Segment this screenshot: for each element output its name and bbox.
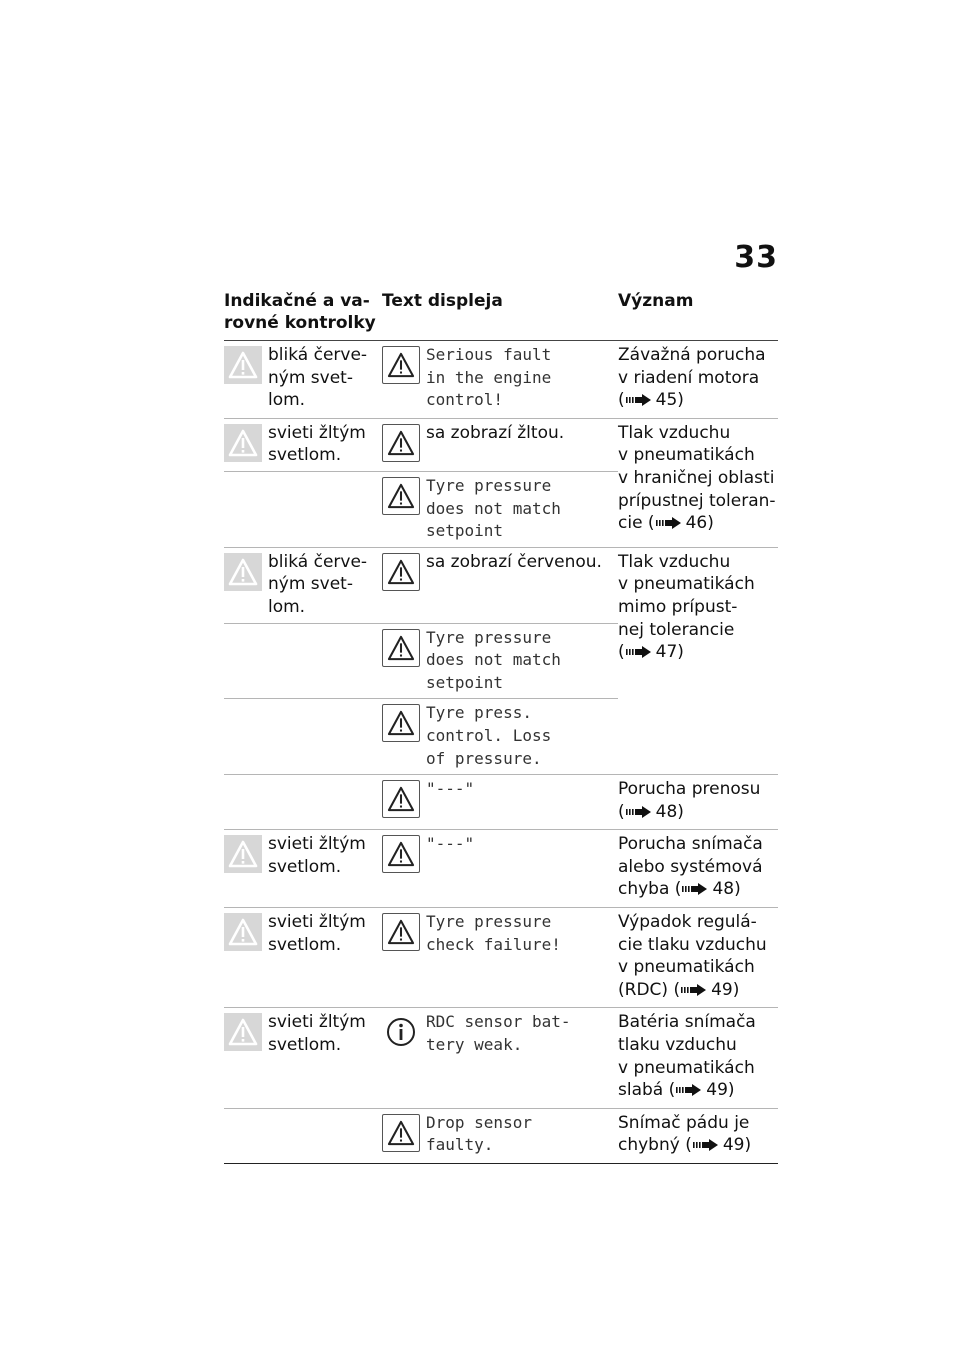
display-text: Tyre pressure does not match setpoint	[426, 627, 561, 692]
table-row	[224, 1108, 778, 1163]
meaning-cell	[618, 830, 778, 908]
meaning-text: Závažná porucha v riadení motora (	[618, 345, 766, 411]
indicator-cell	[224, 547, 382, 623]
indicator-cell	[224, 699, 382, 775]
info-icon	[382, 1013, 420, 1051]
indicator-cell	[224, 775, 382, 830]
display-text: "---"	[426, 779, 475, 799]
display-cell	[382, 471, 618, 547]
display-cell	[382, 1108, 618, 1163]
indicator-text: svieti žltým svetlom.	[268, 834, 366, 877]
indicator-cell	[224, 418, 382, 471]
page-reference: 48)	[655, 801, 684, 822]
page-reference: 45)	[655, 390, 684, 411]
indicator-table	[224, 288, 778, 1164]
warning-triangle-icon	[382, 629, 420, 667]
warning-triangle-icon	[382, 1114, 420, 1152]
table-row	[224, 830, 778, 908]
meaning-cell	[618, 341, 778, 419]
display-text: Drop sensor faulty.	[426, 1112, 532, 1155]
header-indicators: Indikačné a va- rovné kontrolky	[224, 288, 382, 341]
page-reference: 47)	[655, 642, 684, 663]
page-number: 33	[734, 240, 778, 275]
display-cell	[382, 830, 618, 908]
warning-triangle-icon	[382, 424, 420, 462]
display-cell	[382, 547, 618, 623]
display-cell	[382, 775, 618, 830]
meaning-text: Tlak vzduchu v pneumatikách v hraničnej oblasti prípustnej toleran- cie (	[618, 422, 776, 534]
header-meaning: Význam	[618, 288, 778, 341]
meaning-text: Snímač pádu je chybný (	[618, 1112, 750, 1156]
warning-triangle-icon	[382, 780, 420, 818]
page-reference-arrow-icon	[693, 1136, 719, 1159]
indicator-cell	[224, 1008, 382, 1108]
page-reference: 49)	[711, 979, 740, 1000]
indicator-cell	[224, 830, 382, 908]
table-row	[224, 775, 778, 830]
meaning-cell	[618, 1108, 778, 1163]
display-text: "---"	[426, 834, 475, 854]
table-row	[224, 547, 778, 623]
page-reference-arrow-icon	[626, 391, 652, 414]
warning-triangle-icon	[382, 477, 420, 515]
table-row	[224, 341, 778, 419]
warning-triangle-icon	[224, 424, 262, 462]
warning-triangle-icon	[224, 1013, 262, 1051]
table-header-row	[224, 288, 778, 341]
display-text: Serious fault in the engine control!	[426, 345, 552, 410]
indicator-text: svieti žltým svetlom.	[268, 1012, 366, 1056]
warning-triangle-icon	[382, 346, 420, 384]
display-cell	[382, 908, 618, 1008]
display-cell	[382, 699, 618, 775]
meaning-cell	[618, 908, 778, 1008]
display-text: Tyre pressure does not match setpoint	[426, 475, 561, 541]
page-reference-arrow-icon	[626, 803, 652, 826]
table-row	[224, 418, 778, 471]
display-text: RDC sensor bat- tery weak.	[426, 1012, 571, 1055]
page-reference-arrow-icon	[682, 880, 708, 903]
warning-triangle-icon	[382, 704, 420, 742]
display-text: Tyre pressure check failure!	[426, 912, 561, 954]
display-cell	[382, 418, 618, 471]
indicator-cell	[224, 1108, 382, 1163]
indicator-text: svieti žltým svetlom.	[268, 912, 366, 955]
warning-triangle-icon	[224, 835, 262, 873]
warning-triangle-icon	[224, 553, 262, 591]
meaning-cell	[618, 775, 778, 830]
page-reference-arrow-icon	[656, 514, 682, 537]
warning-triangle-icon	[382, 553, 420, 591]
display-cell	[382, 341, 618, 419]
meaning-text: Porucha snímača alebo systémová chyba (	[618, 834, 763, 900]
warning-triangle-icon	[382, 835, 420, 873]
meaning-cell	[618, 1008, 778, 1108]
display-text: sa zobrazí červenou.	[426, 551, 602, 572]
header-display-text: Text displeja	[382, 288, 618, 341]
indicator-text: svieti žltým svetlom.	[268, 422, 366, 466]
page-reference-arrow-icon	[676, 1081, 702, 1104]
display-text: Tyre press. control. Loss of pressure.	[426, 703, 552, 768]
page-reference: 48)	[712, 879, 741, 900]
indicator-text: bliká červe- ným svet- lom.	[268, 345, 368, 411]
indicator-cell	[224, 471, 382, 547]
page-reference: 49)	[706, 1080, 735, 1101]
page-reference-arrow-icon	[681, 981, 707, 1004]
meaning-text: Porucha prenosu (	[618, 779, 761, 822]
page-reference-arrow-icon	[626, 643, 652, 666]
indicator-text: bliká červe- ným svet- lom.	[268, 551, 368, 617]
meaning-text: Batéria snímača tlaku vzduchu v pneumatikách slabá (	[618, 1012, 756, 1101]
warning-triangle-icon	[382, 913, 420, 951]
display-cell	[382, 623, 618, 699]
table-row	[224, 908, 778, 1008]
indicator-cell	[224, 623, 382, 699]
page-reference: 46)	[685, 513, 714, 534]
indicator-cell	[224, 341, 382, 419]
warning-triangle-icon	[224, 346, 262, 384]
display-cell	[382, 1008, 618, 1108]
indicator-cell	[224, 908, 382, 1008]
meaning-text: Tlak vzduchu v pneumatikách mimo prípust- nej tolerancie (	[618, 551, 755, 663]
page-reference: 49)	[722, 1135, 752, 1156]
table-row	[224, 1008, 778, 1108]
meaning-text: Výpadok regulá- cie tlaku vzduchu v pneumatikách (RDC) (	[618, 912, 767, 1000]
meaning-cell	[618, 418, 778, 547]
warning-triangle-icon	[224, 913, 262, 951]
display-text: sa zobrazí žltou.	[426, 422, 565, 443]
meaning-cell	[618, 547, 778, 774]
